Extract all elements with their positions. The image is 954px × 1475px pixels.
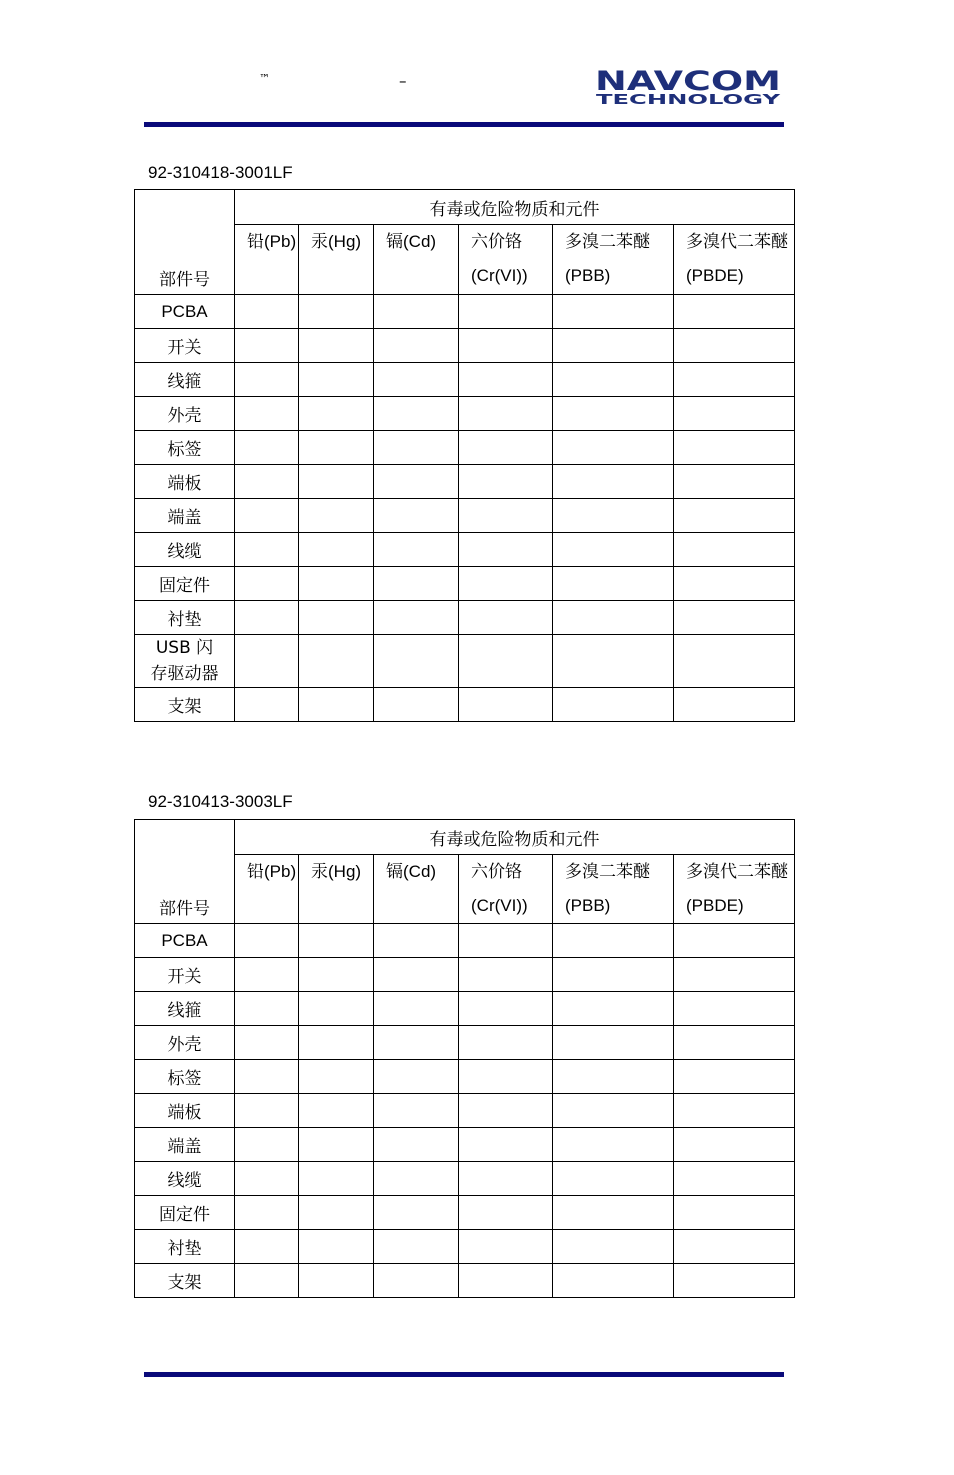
part-name: 外壳 xyxy=(135,397,235,431)
substance-header: 六价铬(Cr(VI)) xyxy=(459,855,553,924)
empty-cell xyxy=(553,329,674,363)
empty-cell xyxy=(674,992,795,1026)
empty-cell xyxy=(374,1094,459,1128)
empty-cell xyxy=(235,533,299,567)
empty-cell xyxy=(674,1230,795,1264)
part-name: 端盖 xyxy=(135,1128,235,1162)
empty-cell xyxy=(674,397,795,431)
part-name: 固定件 xyxy=(135,1196,235,1230)
hazard-table-1 xyxy=(134,189,795,722)
empty-cell xyxy=(235,1196,299,1230)
part-name: 支架 xyxy=(135,1264,235,1298)
empty-cell xyxy=(235,1162,299,1196)
part-name: 外壳 xyxy=(135,1026,235,1060)
substance-header: 铅(Pb) xyxy=(235,855,299,924)
table-row xyxy=(135,1060,795,1094)
empty-cell xyxy=(374,533,459,567)
header-dash: – xyxy=(399,72,407,90)
empty-cell xyxy=(299,329,374,363)
empty-cell xyxy=(674,1162,795,1196)
empty-cell xyxy=(299,992,374,1026)
table-row xyxy=(135,567,795,601)
empty-cell xyxy=(235,635,299,688)
empty-cell xyxy=(374,397,459,431)
empty-cell xyxy=(553,1094,674,1128)
substance-header: 多溴二苯醚(PBB) xyxy=(553,855,674,924)
empty-cell xyxy=(299,533,374,567)
empty-cell xyxy=(553,397,674,431)
part-name: 标签 xyxy=(135,1060,235,1094)
substance-header: 多溴代二苯醚 (PBDE) xyxy=(674,855,795,924)
empty-cell xyxy=(374,295,459,329)
empty-cell xyxy=(553,295,674,329)
empty-cell xyxy=(235,688,299,722)
part-name: 开关 xyxy=(135,958,235,992)
empty-cell xyxy=(299,1196,374,1230)
part-name: 线箍 xyxy=(135,992,235,1026)
empty-cell xyxy=(299,924,374,958)
empty-cell xyxy=(374,1196,459,1230)
empty-cell xyxy=(674,1094,795,1128)
table-row xyxy=(135,1264,795,1298)
empty-cell xyxy=(459,329,553,363)
part-name: 标签 xyxy=(135,431,235,465)
empty-cell xyxy=(553,1264,674,1298)
table-row xyxy=(135,397,795,431)
empty-cell xyxy=(553,567,674,601)
empty-cell xyxy=(374,635,459,688)
empty-cell xyxy=(235,499,299,533)
empty-cell xyxy=(674,431,795,465)
table-row xyxy=(135,1196,795,1230)
substance-header: 镉(Cd) xyxy=(374,225,459,295)
table-row xyxy=(135,295,795,329)
empty-cell xyxy=(459,1162,553,1196)
empty-cell xyxy=(674,1264,795,1298)
empty-cell xyxy=(299,431,374,465)
table-row xyxy=(135,533,795,567)
empty-cell xyxy=(674,567,795,601)
part-name: 线缆 xyxy=(135,533,235,567)
empty-cell xyxy=(235,1264,299,1298)
table-row xyxy=(135,688,795,722)
empty-cell xyxy=(299,397,374,431)
empty-cell xyxy=(374,924,459,958)
hazard-table-2 xyxy=(134,819,795,1298)
part-name: PCBA xyxy=(135,924,235,958)
table-row xyxy=(135,635,795,688)
empty-cell xyxy=(299,635,374,688)
empty-cell xyxy=(553,992,674,1026)
empty-cell xyxy=(459,1128,553,1162)
empty-cell xyxy=(374,992,459,1026)
empty-cell xyxy=(459,601,553,635)
empty-cell xyxy=(674,465,795,499)
empty-cell xyxy=(553,533,674,567)
empty-cell xyxy=(553,1230,674,1264)
empty-cell xyxy=(674,601,795,635)
table-row xyxy=(135,499,795,533)
empty-cell xyxy=(459,1264,553,1298)
substance-header: 镉(Cd) xyxy=(374,855,459,924)
empty-cell xyxy=(374,567,459,601)
empty-cell xyxy=(553,958,674,992)
table-row xyxy=(135,1162,795,1196)
empty-cell xyxy=(235,1026,299,1060)
empty-cell xyxy=(374,499,459,533)
part-name: USB 闪存驱动器 xyxy=(135,635,235,688)
table-row xyxy=(135,465,795,499)
empty-cell xyxy=(459,567,553,601)
empty-cell xyxy=(299,601,374,635)
empty-cell xyxy=(553,1196,674,1230)
substance-header: 六价铬(Cr(VI)) xyxy=(459,225,553,295)
empty-cell xyxy=(374,1128,459,1162)
empty-cell xyxy=(235,992,299,1026)
empty-cell xyxy=(374,363,459,397)
part-name: 支架 xyxy=(135,688,235,722)
part-name: 线缆 xyxy=(135,1162,235,1196)
table-row xyxy=(135,1026,795,1060)
empty-cell xyxy=(299,363,374,397)
empty-cell xyxy=(235,465,299,499)
empty-cell xyxy=(459,499,553,533)
footer-rule xyxy=(144,1372,784,1377)
empty-cell xyxy=(553,601,674,635)
empty-cell xyxy=(299,688,374,722)
empty-cell xyxy=(235,363,299,397)
logo-line2: TECHNOLOGY xyxy=(596,93,782,106)
empty-cell xyxy=(674,1026,795,1060)
empty-cell xyxy=(459,1094,553,1128)
empty-cell xyxy=(235,1128,299,1162)
part-name: 端板 xyxy=(135,1094,235,1128)
trademark-symbol: ™ xyxy=(259,72,270,85)
part-number-1: 92-310418-3001LF xyxy=(148,163,293,182)
empty-cell xyxy=(235,397,299,431)
empty-cell xyxy=(553,688,674,722)
empty-cell xyxy=(553,1026,674,1060)
table-row xyxy=(135,431,795,465)
table-row xyxy=(135,601,795,635)
empty-cell xyxy=(553,924,674,958)
part-header: 部件号 xyxy=(135,190,235,295)
empty-cell xyxy=(235,295,299,329)
empty-cell xyxy=(299,1060,374,1094)
empty-cell xyxy=(674,363,795,397)
empty-cell xyxy=(553,1162,674,1196)
empty-cell xyxy=(674,924,795,958)
empty-cell xyxy=(674,688,795,722)
empty-cell xyxy=(674,499,795,533)
empty-cell xyxy=(674,1128,795,1162)
empty-cell xyxy=(299,295,374,329)
table-row xyxy=(135,363,795,397)
empty-cell xyxy=(459,363,553,397)
empty-cell xyxy=(459,295,553,329)
empty-cell xyxy=(459,688,553,722)
empty-cell xyxy=(459,992,553,1026)
empty-cell xyxy=(235,924,299,958)
substance-header: 多溴二苯醚(PBB) xyxy=(553,225,674,295)
empty-cell xyxy=(553,499,674,533)
table-row xyxy=(135,992,795,1026)
table-caption: 有毒或危险物质和元件 xyxy=(235,190,795,225)
empty-cell xyxy=(299,1128,374,1162)
empty-cell xyxy=(299,465,374,499)
empty-cell xyxy=(299,567,374,601)
part-name: 固定件 xyxy=(135,567,235,601)
empty-cell xyxy=(299,1094,374,1128)
empty-cell xyxy=(299,958,374,992)
empty-cell xyxy=(235,1094,299,1128)
empty-cell xyxy=(553,1060,674,1094)
empty-cell xyxy=(299,1264,374,1298)
part-name: 端盖 xyxy=(135,499,235,533)
part-name: 衬垫 xyxy=(135,1230,235,1264)
table-row xyxy=(135,1128,795,1162)
empty-cell xyxy=(674,958,795,992)
empty-cell xyxy=(553,635,674,688)
empty-cell xyxy=(459,924,553,958)
empty-cell xyxy=(374,1264,459,1298)
empty-cell xyxy=(553,363,674,397)
empty-cell xyxy=(374,1026,459,1060)
part-number-2: 92-310413-3003LF xyxy=(148,792,293,811)
table-row xyxy=(135,924,795,958)
empty-cell xyxy=(459,1060,553,1094)
part-name: 衬垫 xyxy=(135,601,235,635)
empty-cell xyxy=(674,635,795,688)
table-row xyxy=(135,1230,795,1264)
empty-cell xyxy=(374,1162,459,1196)
empty-cell xyxy=(299,499,374,533)
empty-cell xyxy=(553,1128,674,1162)
substance-header: 铅(Pb) xyxy=(235,225,299,295)
part-name: 端板 xyxy=(135,465,235,499)
empty-cell xyxy=(459,1026,553,1060)
empty-cell xyxy=(235,431,299,465)
empty-cell xyxy=(374,688,459,722)
empty-cell xyxy=(235,958,299,992)
substance-header: 多溴代二苯醚 (PBDE) xyxy=(674,225,795,295)
empty-cell xyxy=(235,567,299,601)
empty-cell xyxy=(674,1060,795,1094)
empty-cell xyxy=(459,397,553,431)
empty-cell xyxy=(553,465,674,499)
table-row xyxy=(135,1094,795,1128)
empty-cell xyxy=(374,958,459,992)
empty-cell xyxy=(299,1026,374,1060)
table-caption: 有毒或危险物质和元件 xyxy=(235,820,795,855)
table-row xyxy=(135,958,795,992)
empty-cell xyxy=(299,1162,374,1196)
empty-cell xyxy=(235,329,299,363)
part-name: 开关 xyxy=(135,329,235,363)
header-rule xyxy=(144,122,784,127)
empty-cell xyxy=(374,601,459,635)
part-name: PCBA xyxy=(135,295,235,329)
empty-cell xyxy=(299,1230,374,1264)
empty-cell xyxy=(459,635,553,688)
logo-line1: NAVCOM xyxy=(595,66,781,97)
empty-cell xyxy=(674,295,795,329)
part-name: 线箍 xyxy=(135,363,235,397)
empty-cell xyxy=(235,1230,299,1264)
empty-cell xyxy=(235,1060,299,1094)
substance-header: 汞(Hg) xyxy=(299,225,374,295)
empty-cell xyxy=(459,465,553,499)
empty-cell xyxy=(459,958,553,992)
empty-cell xyxy=(374,1230,459,1264)
empty-cell xyxy=(459,1196,553,1230)
navcom-logo xyxy=(594,66,782,106)
empty-cell xyxy=(374,329,459,363)
empty-cell xyxy=(374,431,459,465)
table-row xyxy=(135,329,795,363)
empty-cell xyxy=(553,431,674,465)
empty-cell xyxy=(674,1196,795,1230)
empty-cell xyxy=(374,1060,459,1094)
empty-cell xyxy=(459,431,553,465)
substance-header: 汞(Hg) xyxy=(299,855,374,924)
empty-cell xyxy=(459,1230,553,1264)
empty-cell xyxy=(674,533,795,567)
empty-cell xyxy=(235,601,299,635)
part-header: 部件号 xyxy=(135,820,235,924)
empty-cell xyxy=(459,533,553,567)
empty-cell xyxy=(674,329,795,363)
empty-cell xyxy=(374,465,459,499)
